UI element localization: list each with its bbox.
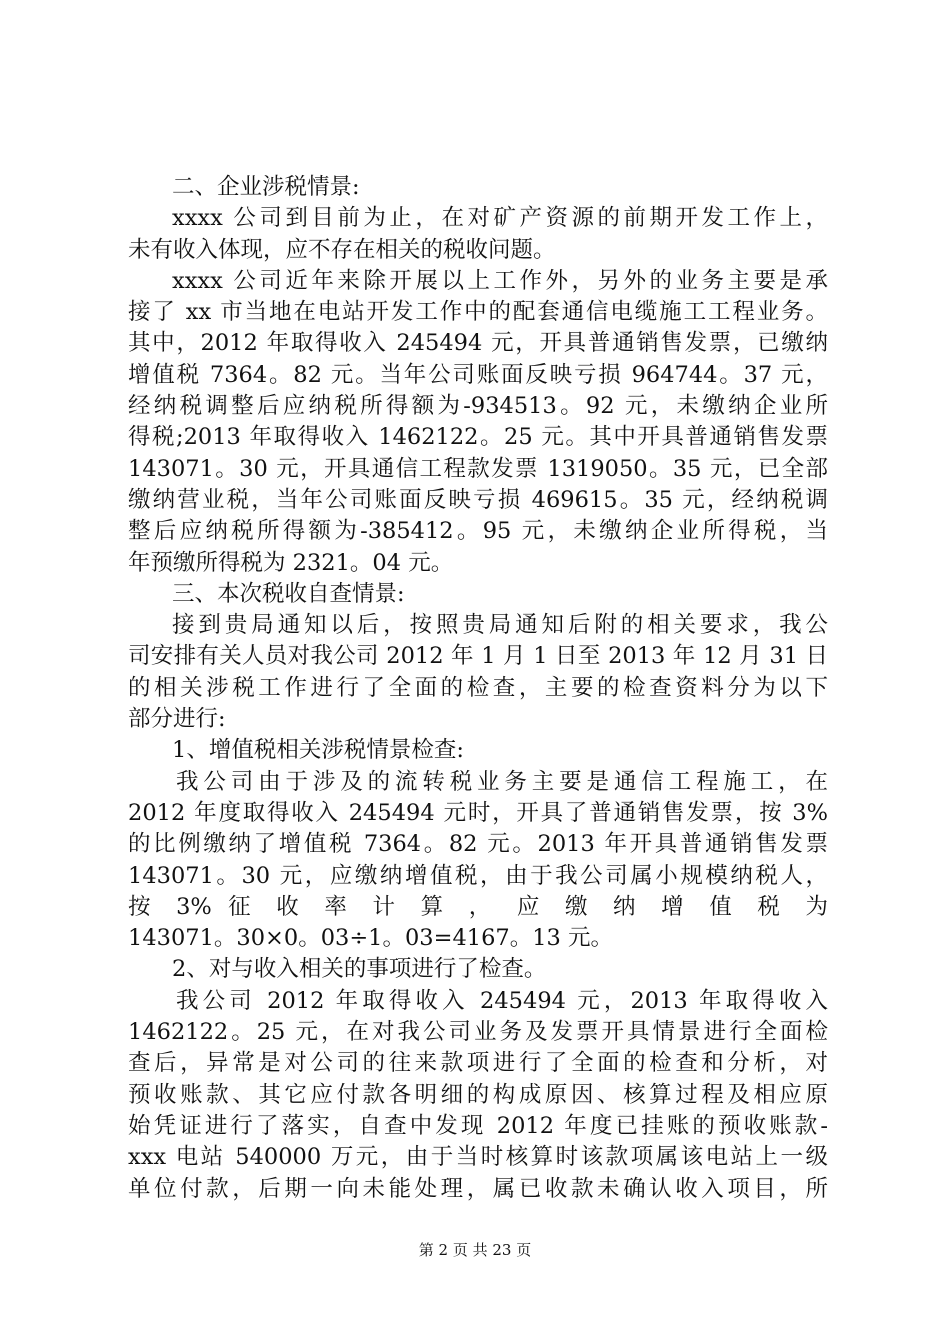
paragraph-line: 我公司 2012 年取得收入 245494 元，2013 年取得收入 [176, 987, 828, 1014]
paragraph-line: 司安排有关人员对我公司 2012 年 1 月 1 日至 2013 年 12 月 31 日 [128, 643, 828, 670]
paragraph-line: 经纳税调整后应纳税所得额为-934513。92 元，未缴纳企业所 [128, 393, 828, 420]
paragraph-line: 的比例缴纳了增值税 7364。82 元。2013 年开具普通销售发票 [128, 831, 828, 858]
paragraph-line: 部分进行: [128, 706, 226, 733]
paragraph-line: 其中，2012 年取得收入 245494 元，开具普通销售发票，已缴纳 [128, 330, 828, 357]
paragraph-line: 143071。30 元，开具通信工程款发票 1319050。35 元，已全部 [128, 455, 828, 482]
paragraph-line: 接了 xx 市当地在电站开发工作中的配套通信电缆施工工程业务。 [128, 299, 828, 326]
subheading-income-check: 2、对与收入相关的事项进行了检查。 [172, 956, 547, 983]
paragraph-line: 的相关涉税工作进行了全面的检查，主要的检查资料分为以下 [128, 674, 828, 701]
paragraph-line: 按 3% 征 收 率 计 算 ， 应 缴 纳 增 值 税 为 [128, 893, 828, 920]
paragraph-line: 143071。30×0。03÷1。03=4167。13 元。 [128, 925, 614, 952]
paragraph-line: 单位付款，后期一向未能处理，属已收款未确认收入项目，所 [128, 1175, 828, 1202]
paragraph-line: xxx 电站 540000 万元，由于当时核算时该款项属该电站上一级 [128, 1144, 828, 1171]
page-number-footer: 第 2 页 共 23 页 [418, 1241, 532, 1259]
document-body [128, 172, 828, 1205]
paragraph-line: 我公司由于涉及的流转税业务主要是通信工程施工，在 [176, 768, 828, 795]
paragraph-line: 预收账款、其它应付款各明细的构成原因、核算过程及相应原 [128, 1081, 828, 1108]
paragraph-line: 143071。30 元，应缴纳增值税，由于我公司属小规模纳税人， [128, 862, 828, 889]
paragraph-line: 始凭证进行了落实，自查中发现 2012 年度已挂账的预收账款- [128, 1112, 828, 1139]
paragraph-line: 未有收入体现，应不存在相关的税收问题。 [128, 236, 556, 263]
paragraph-line: xxxx 公司到目前为止，在对矿产资源的前期开发工作上， [172, 205, 828, 232]
paragraph-line: 增值税 7364。82 元。当年公司账面反映亏损 964744。37 元， [128, 361, 828, 388]
paragraph-line: 2012 年度取得收入 245494 元时，开具了普通销售发票，按 3% [128, 799, 828, 826]
subheading-vat-check: 1、增值税相关涉税情景检查: [172, 737, 464, 764]
paragraph-line: 整后应纳税所得额为-385412。95 元，未缴纳企业所得税，当 [128, 518, 828, 545]
section-heading-tax-situation: 二、企业涉税情景: [172, 174, 360, 200]
paragraph-line: 1462122。25 元，在对我公司业务及发票开具情景进行全面检 [128, 1019, 828, 1046]
paragraph-line: xxxx 公司近年来除开展以上工作外，另外的业务主要是承 [172, 267, 828, 294]
paragraph-line: 缴纳营业税，当年公司账面反映亏损 469615。35 元，经纳税调 [128, 486, 828, 513]
paragraph-line: 得税;2013 年取得收入 1462122。25 元。其中开具普通销售发票 [128, 424, 828, 451]
paragraph-line: 接到贵局通知以后，按照贵局通知后附的相关要求，我公 [172, 612, 828, 639]
section-heading-self-check: 三、本次税收自查情景: [172, 580, 405, 607]
paragraph-line: 查后，异常是对公司的往来款项进行了全面的检查和分析，对 [128, 1050, 828, 1077]
paragraph-line: 年预缴所得税为 2321。04 元。 [128, 549, 454, 576]
